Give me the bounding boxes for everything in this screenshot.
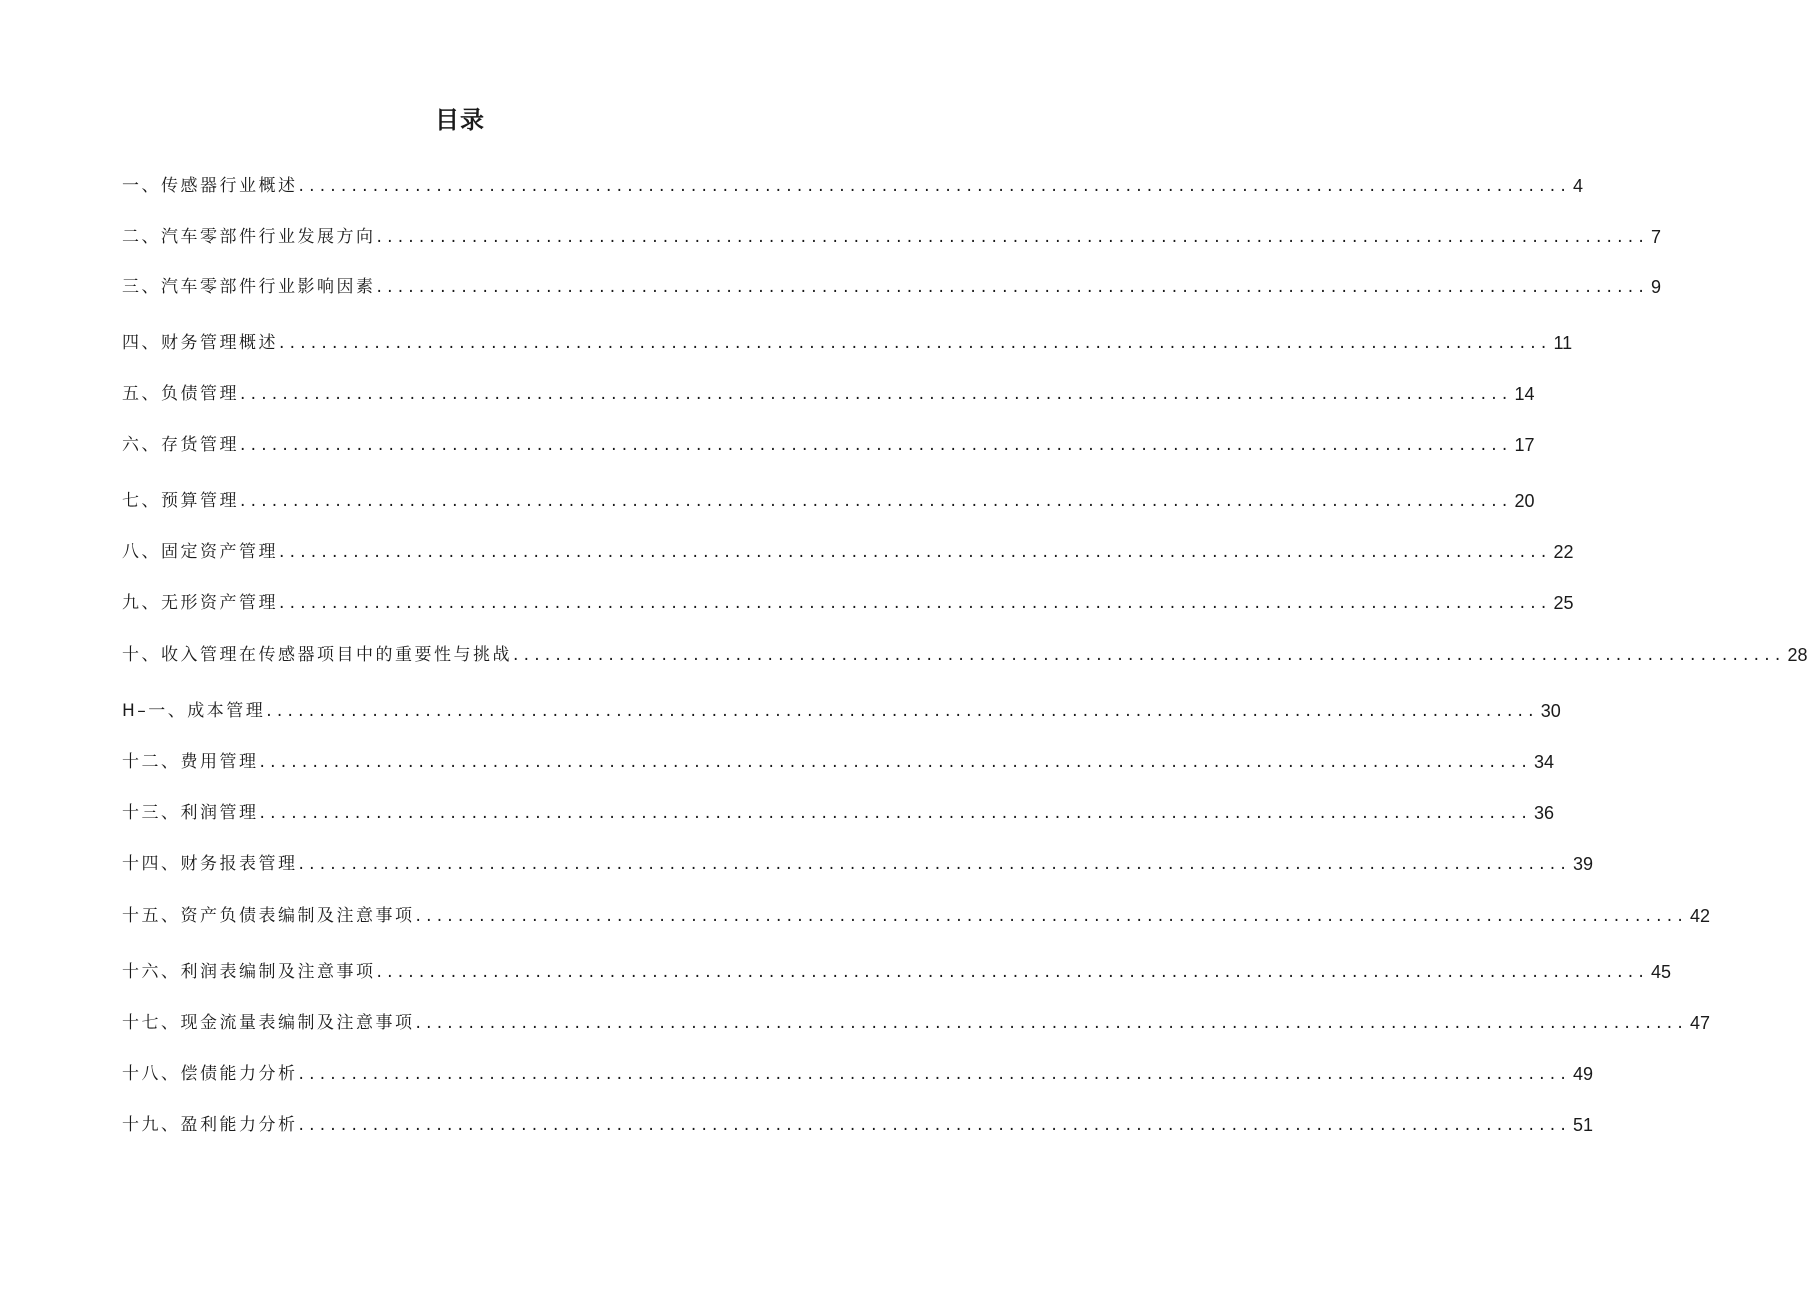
toc-entry-page: 36 xyxy=(1533,803,1554,823)
toc-entry-label: 一、传感器行业概述 xyxy=(122,176,298,196)
toc-leader-dots: ........................................................................................................................ xyxy=(240,384,1513,404)
toc-entry[interactable] xyxy=(122,325,1573,355)
toc-entry-label: 十二、费用管理 xyxy=(122,752,259,772)
toc-leader-dots: ........................................................................................................................ xyxy=(298,176,1571,196)
toc-entry-page: 4 xyxy=(1572,176,1583,196)
toc-entry-label: 八、固定资产管理 xyxy=(122,542,278,562)
toc-entry-label: 五、负债管理 xyxy=(122,384,239,404)
toc-leader-dots: ........................................................................................................................ xyxy=(415,1013,1688,1033)
toc-leader-dots: ........................................................................................................................ xyxy=(266,701,1539,721)
toc-entry[interactable] xyxy=(122,1056,1593,1086)
toc-entry[interactable] xyxy=(122,269,1661,299)
toc-entry-label: 十九、盈利能力分析 xyxy=(122,1115,298,1135)
toc-entry[interactable] xyxy=(122,427,1535,457)
toc-leader-dots: ........................................................................................................................ xyxy=(279,542,1552,562)
toc-entry-label: 十七、现金流量表编制及注意事项 xyxy=(122,1013,415,1033)
toc-leader-dots: ........................................................................................................................ xyxy=(376,227,1649,247)
toc-entry-page: 47 xyxy=(1689,1013,1710,1033)
toc-entry-page: 49 xyxy=(1572,1064,1593,1084)
toc-entry-page: 17 xyxy=(1514,435,1535,455)
toc-entry[interactable] xyxy=(122,219,1661,249)
toc-entry-label: 四、财务管理概述 xyxy=(122,333,278,353)
toc-entry-page: 14 xyxy=(1514,384,1535,404)
toc-entry[interactable] xyxy=(122,744,1554,774)
toc-entry-label: H–一、成本管理 xyxy=(122,701,266,721)
toc-entry[interactable] xyxy=(122,846,1593,876)
toc-leader-dots: ........................................................................................................................ xyxy=(415,906,1688,926)
toc-entry-label: 七、预算管理 xyxy=(122,491,239,511)
toc-entry[interactable] xyxy=(122,1005,1710,1035)
toc-entry-page: 30 xyxy=(1540,701,1561,721)
toc-entry-page: 45 xyxy=(1650,962,1671,982)
toc-entry-page: 28 xyxy=(1787,645,1808,665)
toc-entry-page: 42 xyxy=(1689,906,1710,926)
toc-title: 目录 xyxy=(435,106,485,134)
toc-entry-page: 25 xyxy=(1553,593,1574,613)
toc-leader-dots: ........................................................................................................................ xyxy=(298,1115,1571,1135)
toc-entry-label: 十三、利润管理 xyxy=(122,803,259,823)
toc-entry[interactable] xyxy=(122,585,1574,615)
toc-entry-label: 十五、资产负债表编制及注意事项 xyxy=(122,906,415,926)
toc-entry-label: 三、汽车零部件行业影响因素 xyxy=(122,277,376,297)
toc-entry-page: 34 xyxy=(1533,752,1554,772)
toc-entry-label: 十、收入管理在传感器项目中的重要性与挑战 xyxy=(122,645,512,665)
toc-entry-page: 39 xyxy=(1572,854,1593,874)
toc-entry-label: 二、汽车零部件行业发展方向 xyxy=(122,227,376,247)
toc-leader-dots: ........................................................................................................................ xyxy=(240,491,1513,511)
toc-entry-label: 六、存货管理 xyxy=(122,435,239,455)
toc-entry[interactable] xyxy=(122,795,1554,825)
toc-entry[interactable] xyxy=(122,954,1671,984)
toc-entry-page: 7 xyxy=(1650,227,1661,247)
toc-entry-page: 22 xyxy=(1553,542,1574,562)
toc-entry-page: 51 xyxy=(1572,1115,1593,1135)
toc-entry-label: 十八、偿债能力分析 xyxy=(122,1064,298,1084)
toc-entry-page: 20 xyxy=(1514,491,1535,511)
toc-entry[interactable] xyxy=(122,637,1808,667)
toc-entry[interactable] xyxy=(122,898,1710,928)
toc-leader-dots: ........................................................................................................................ xyxy=(279,593,1552,613)
toc-leader-dots: ........................................................................................................................ xyxy=(259,803,1532,823)
toc-entry[interactable] xyxy=(122,483,1535,513)
toc-leader-dots: ........................................................................................................................ xyxy=(240,435,1513,455)
toc-leader-dots: ........................................................................................................................ xyxy=(298,854,1571,874)
toc-entry-label: 十四、财务报表管理 xyxy=(122,854,298,874)
toc-entry[interactable] xyxy=(122,693,1561,723)
toc-entry[interactable] xyxy=(122,376,1535,406)
toc-entry-page: 9 xyxy=(1650,277,1661,297)
toc-entry[interactable] xyxy=(122,168,1583,198)
toc-entry[interactable] xyxy=(122,1107,1593,1137)
toc-leader-dots: ........................................................................................................................ xyxy=(279,333,1552,353)
toc-leader-dots: ........................................................................................................................ xyxy=(298,1064,1571,1084)
toc-leader-dots: ........................................................................................................................ xyxy=(376,277,1649,297)
toc-leader-dots: ........................................................................................................................ xyxy=(259,752,1532,772)
toc-entry-page: 11 xyxy=(1553,333,1573,353)
toc-entry-label: 十六、利润表编制及注意事项 xyxy=(122,962,376,982)
toc-entry[interactable] xyxy=(122,534,1574,564)
toc-leader-dots: ........................................................................................................................ xyxy=(513,645,1786,665)
toc-leader-dots: ........................................................................................................................ xyxy=(376,962,1649,982)
toc-entry-label: 九、无形资产管理 xyxy=(122,593,278,613)
